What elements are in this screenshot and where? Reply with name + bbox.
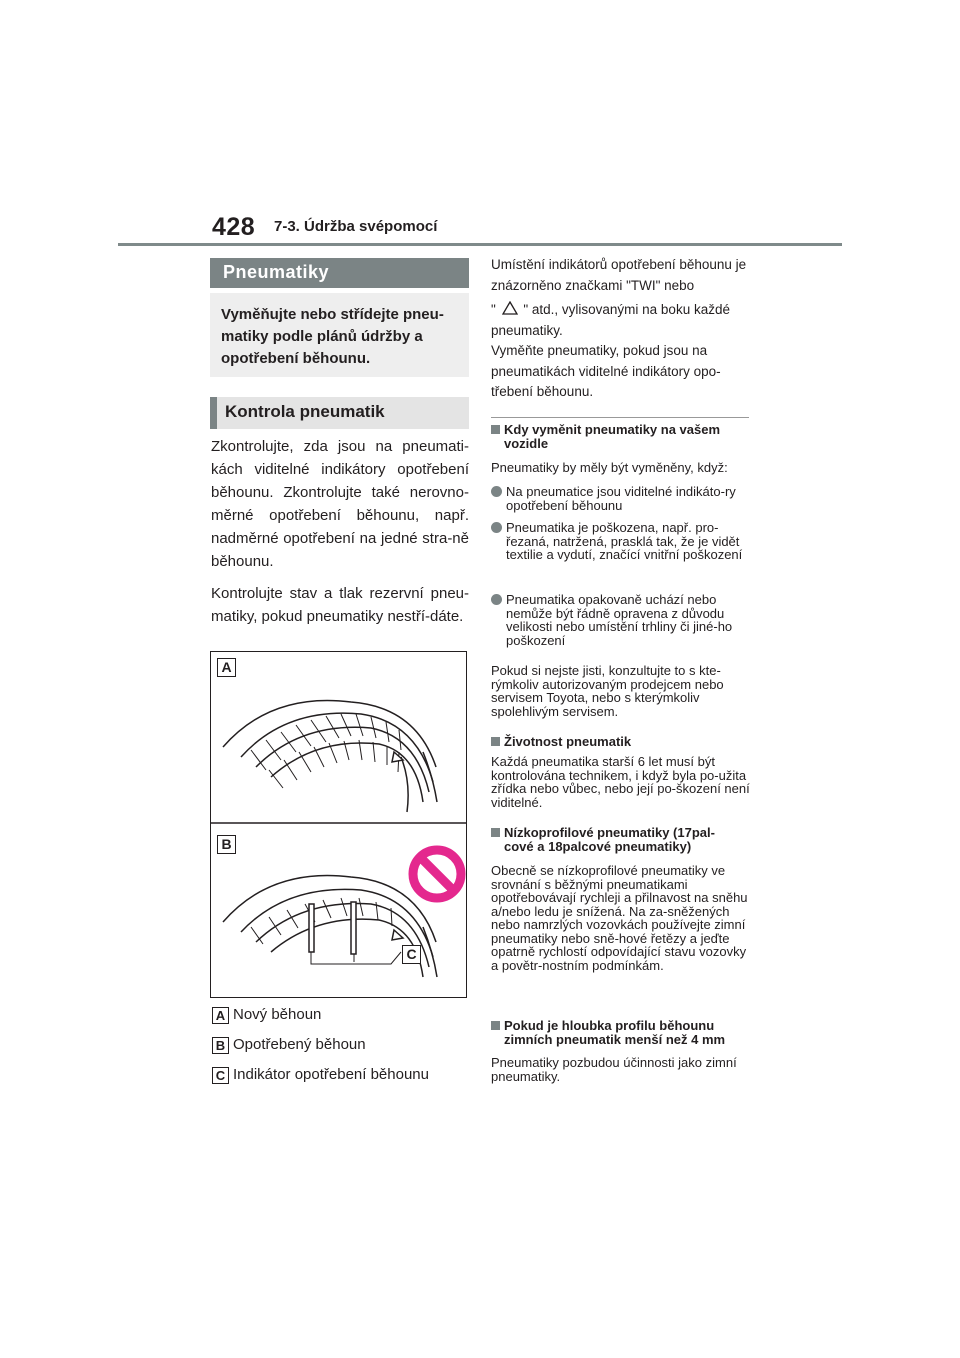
when-heading: Kdy vyměnit pneumatiky na vašem vozidle — [491, 423, 751, 451]
intro-box — [210, 293, 469, 377]
bullet-icon — [491, 594, 502, 605]
heading-square-icon — [491, 1021, 500, 1030]
twi-text-2 — [491, 300, 751, 341]
intro-text: Vyměňujte nebo střídejte pneu-matiky podle plánů údržby a opotřebení běhounu. — [221, 306, 444, 367]
legend-text: Indikátor opotřebení běhounu — [233, 1066, 429, 1083]
tire-illustration — [211, 652, 466, 997]
chapter-title: Pneumatiky — [223, 262, 330, 282]
twi-quote-open: " — [491, 302, 496, 317]
heading-square-icon — [491, 425, 500, 434]
when-intro: Pneumatiky by měly být vyměněny, když: — [491, 460, 728, 475]
subheading-box — [210, 397, 469, 429]
header-rule — [118, 243, 842, 246]
body-text — [211, 435, 469, 637]
subheading-accent — [210, 397, 217, 429]
twi-text-1: Umístění indikátorů opotřebení běhounu je znázorněno značkami "TWI" nebo — [491, 257, 747, 293]
figure-label-b: B — [217, 835, 236, 854]
new-tread-drawing — [223, 700, 437, 812]
legend-text: Opotřebený běhoun — [233, 1036, 366, 1053]
triangle-outline-icon — [502, 301, 518, 315]
legend-key: B — [212, 1037, 229, 1054]
heading-square-icon — [491, 737, 500, 746]
prohibited-sign-icon — [413, 850, 461, 898]
chapter-title-bar — [210, 258, 469, 288]
life-heading: Životnost pneumatik — [491, 735, 751, 749]
legend-key: C — [212, 1067, 229, 1084]
lowprofile-heading: Nízkoprofilové pneumatiky (17pal-cové a 18palcové pneumatiky) — [491, 826, 751, 854]
figure-label-a: A — [217, 658, 236, 677]
legend-key: A — [212, 1007, 229, 1024]
depth-text: Pneumatiky pozbudou účinnosti jako zimní pneumatiky. — [491, 1055, 737, 1084]
section-title: 7-3. Údržba svépomocí — [274, 218, 438, 235]
unsure-text: Pokud si nejste jisti, konzultujte to s kte-rýmkoliv autorizovaným prodejcem nebo servisem Toyota, nebo s kterýmkoliv spolehlivým servisem. — [491, 663, 724, 719]
twi-text-rest: " atd., vylisovanými na boku každé pneumatiky. — [491, 302, 730, 338]
page-number: 428 — [212, 213, 256, 241]
depth-heading: Pokud je hloubka profilu běhounu zimních pneumatik menší než 4 mm — [491, 1019, 751, 1047]
replace-text: Vyměňte pneumatiky, pokud jsou na pneumatikách viditelné indikátory opo-třebení běhounu. — [491, 343, 721, 399]
bullet-icon — [491, 522, 502, 533]
figure-label-c: C — [402, 945, 421, 964]
bullet-icon — [491, 486, 502, 497]
twi-paragraph — [491, 255, 751, 403]
right-divider — [491, 417, 749, 418]
paragraph: Zkontrolujte, zda jsou na pneumati-kách viditelné indikátory opotřebení běhounu. Zkontrolujte také nerovno-měrné opotřebení běhounu, např. nadměrné opotřebení na jedné stra-ně běhounu. — [211, 438, 469, 570]
life-text: Každá pneumatika starší 6 let musí být kontrolována technikem, i když byla po-užita zřídka nebo vůbec, nebo její po-škození není viditelné. — [491, 754, 750, 810]
tire-tread-figure — [210, 651, 467, 998]
subheading: Kontrola pneumatik — [225, 402, 385, 421]
paragraph: Kontrolujte stav a tlak rezervní pneu-matiky, pokud pneumatiky nestří-dáte. — [211, 585, 469, 625]
legend-text: Nový běhoun — [233, 1006, 322, 1023]
heading-square-icon — [491, 828, 500, 837]
lowprofile-text: Obecně se nízkoprofilové pneumatiky ve srovnání s běžnými pneumatikami opotřebovávají rychleji a přilnavost na sněhu a/nebo ledu je snížená. Na za-sněžených nebo namrzlých vozovkách používejte zimní pneumatiky nebo sně-hové řetězy a jeďte opatrně rychlostí odpovídající stavu vozovky a povětr-nostním podmínkám. — [491, 863, 748, 973]
